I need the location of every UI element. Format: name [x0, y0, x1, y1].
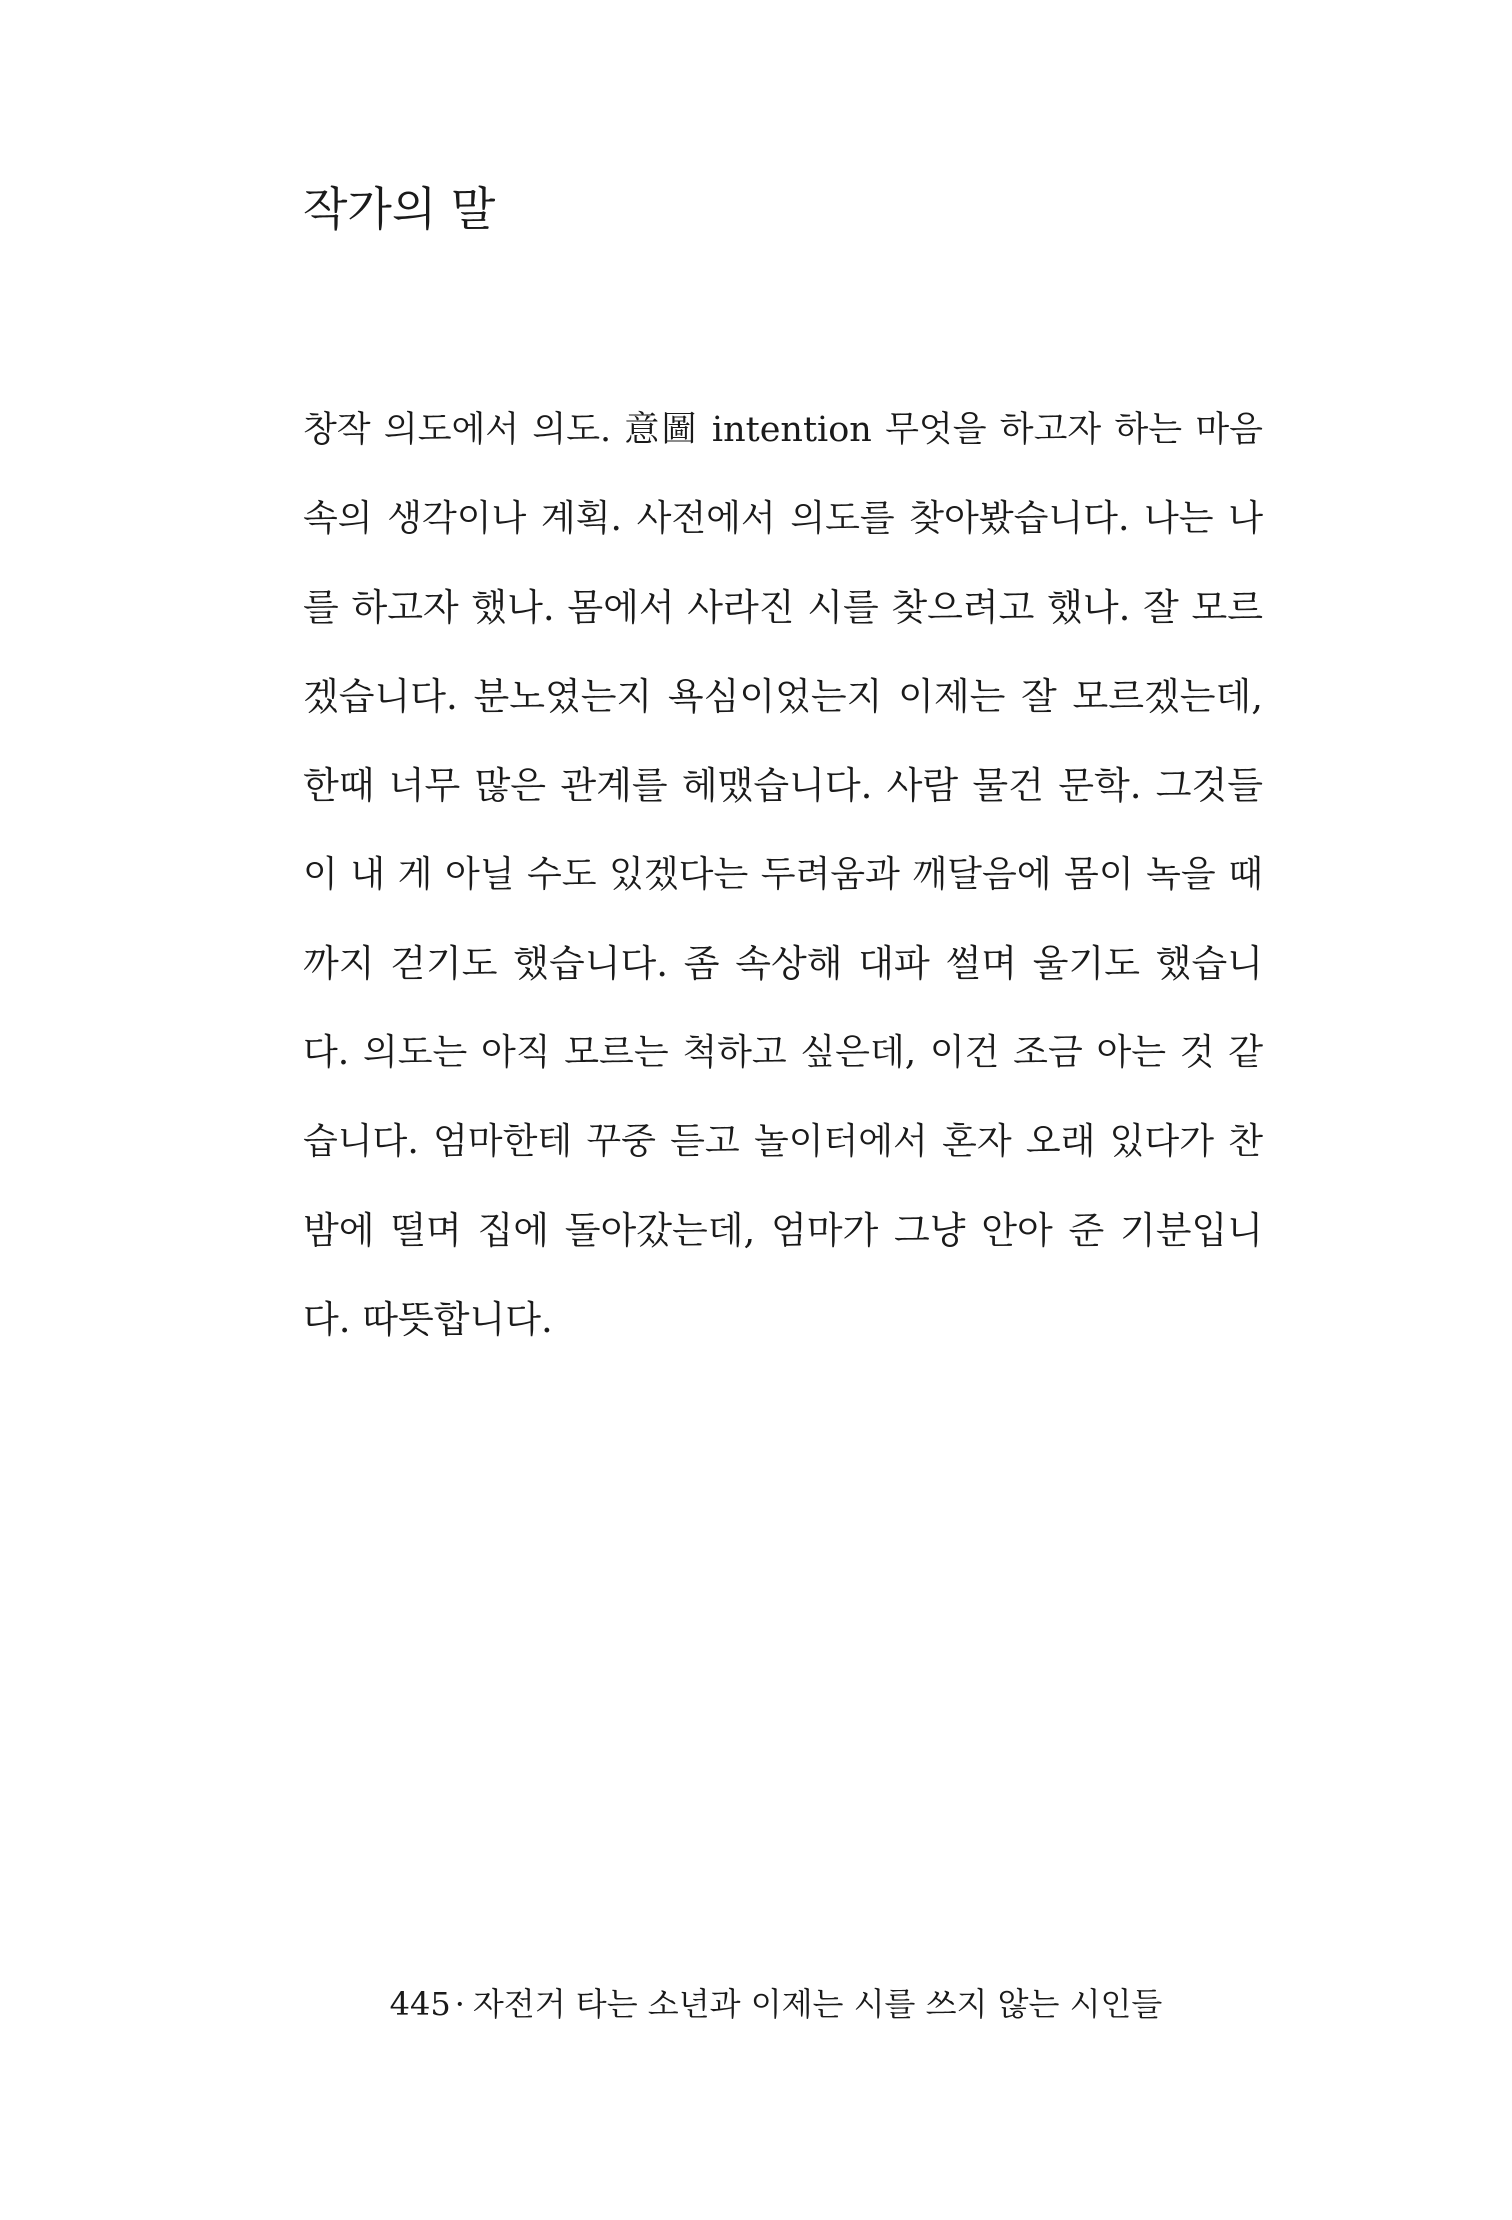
body-line: 습니다. 엄마한테 꾸중 듣고 놀이터에서 혼자 오래 있다가 찬	[303, 1121, 1263, 1162]
body-line: 다. 의도는 아직 모르는 척하고 싶은데, 이건 조금 아는 것 같	[303, 1032, 1263, 1073]
body-line: 를 하고자 했나. 몸에서 사라진 시를 찾으려고 했나. 잘 모르	[303, 586, 1263, 629]
page-title: 작가의 말	[303, 182, 496, 236]
running-title: 자전거 타는 소년과 이제는 시를 쓰지 않는 시인들	[472, 1985, 1163, 2023]
body-line: 속의 생각이나 계획. 사전에서 의도를 찾아봤습니다. 나는 나	[303, 498, 1263, 539]
page-number: 445	[389, 1985, 451, 2023]
body-line: 창작 의도에서 의도. 意圖 intention 무엇을 하고자 하는 마음	[303, 410, 1263, 450]
body-line: 밤에 떨며 집에 돌아갔는데, 엄마가 그냥 안아 준 기분입니	[303, 1209, 1263, 1252]
body-line: 한때 너무 많은 관계를 헤맸습니다. 사람 물건 문학. 그것들	[303, 764, 1263, 807]
body-line: 까지 걷기도 했습니다. 좀 속상해 대파 썰며 울기도 했습니	[303, 942, 1263, 985]
body-text	[303, 400, 1263, 1379]
page-footer	[0, 1985, 1512, 2023]
body-line: 겠습니다. 분노였는지 욕심이었는지 이제는 잘 모르겠는데,	[303, 675, 1263, 718]
body-line: 이 내 게 아닐 수도 있겠다는 두려움과 깨달음에 몸이 녹을 때	[303, 854, 1263, 895]
body-line: 다. 따뜻합니다.	[303, 1298, 553, 1341]
footer-separator: ·	[454, 1985, 465, 2023]
footer-content	[390, 1985, 1163, 2023]
